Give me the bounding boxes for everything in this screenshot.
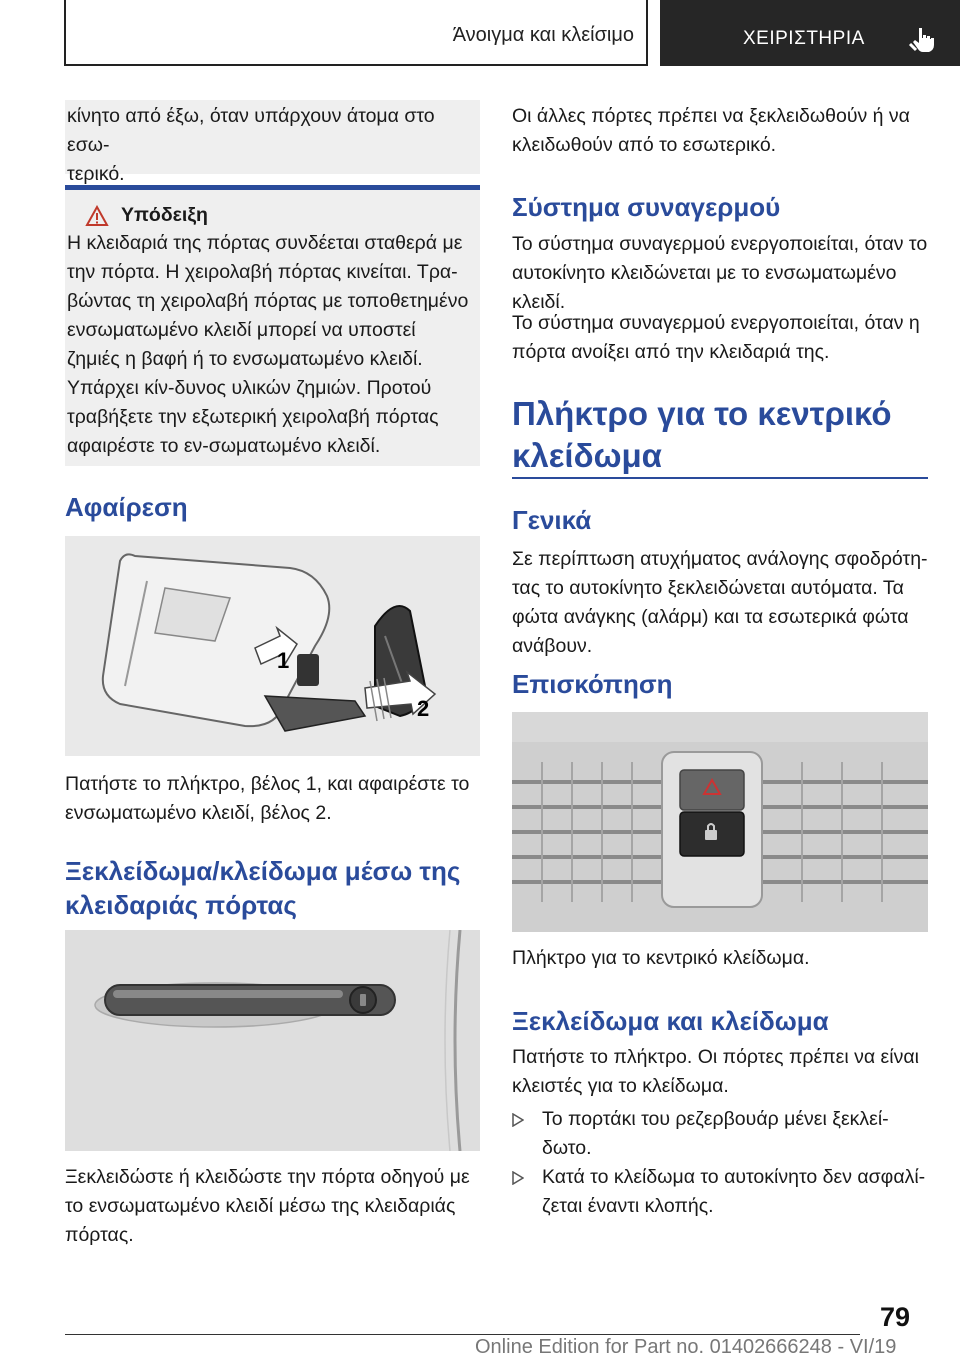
header-frame [64,0,648,66]
warning-text: Η κλειδαριά της πόρτας συνδέεται σταθερά με την πόρτα. Η χειρολαβή πόρτας κινείται. Τρα-βώντας τη χειρολαβή πόρτας με τοποθετημένο ενσωματωμένο κλειδί μπορεί να υποστεί ζημιές η βαφή ή το ενσωματωμένο κλειδί. Υπάρχει κίν-δυνος υλικών ζημιών. Προτού τραβήξετε την εξωτερική χειρολαβή πόρτας αφαιρέστε το εν-σωματωμένο κλειδί. [67,232,469,457]
door-handle-image [65,930,480,1151]
continued-text: κίνητο από έξω, όταν υπάρχουν άτομα στο εσω- τερικό. [67,105,435,185]
overview-caption: Πλήκτρο για το κεντρικό κλείδωμα. [512,947,810,969]
arrow-label-2: 2 [417,696,430,721]
alarm-heading: Σύστημα συναγερμού [512,192,781,222]
central-lock-button-image [512,712,928,932]
list-item [512,1105,928,1163]
lock-unlock-heading: Ξεκλείδωμα και κλείδωμα [512,1006,829,1036]
central-lock-title: Πλήκτρο για το κεντρικό κλείδωμα [512,395,892,474]
chapter-title: ΧΕΙΡΙΣΤΗΡΙΑ [743,28,865,49]
door-lock-caption: Ξεκλειδώστε ή κλειδώστε την πόρτα οδηγού με το ενσωματωμένο κλειδί μέσω της κλειδαριάς πόρτας. [65,1166,470,1246]
bullet-text-2: Κατά το κλείδωμα το αυτοκίνητο δεν ασφαλί-ζεται έναντι κλοπής. [542,1166,926,1217]
warning-triangle-icon [85,205,109,227]
chapter-tab[interactable] [660,0,960,66]
warning-header [85,204,472,227]
removal-heading: Αφαίρεση [65,492,188,522]
list-item [512,1163,928,1221]
continued-text-box [65,100,480,185]
section-title: Άνοιγμα και κλείσιμο [452,24,634,46]
lock-unlock-text: Πατήστε το πλήκτρο. Οι πόρτες πρέπει να είναι κλειστές για το κλείδωμα. [512,1046,919,1097]
bullet-text-1: Το πορτάκι του ρεζερβουάρ μένει ξεκλεί-δωτο. [542,1108,889,1159]
overview-heading: Επισκόπηση [512,669,673,699]
arrow-label-1: 1 [277,648,290,673]
general-heading: Γενικά [512,505,592,535]
alarm-para-1: Το σύστημα συναγερμού ενεργοποιείται, όταν το αυτοκίνητο κλειδώνεται με το ενσωματωμένο κλειδί. [512,233,928,313]
alarm-para-2: Το σύστημα συναγερμού ενεργοποιείται, όταν η πόρτα ανοίξει από την κλειδαριά της. [512,312,920,363]
bullet-triangle-icon [512,1171,524,1185]
general-text: Σε περίπτωση ατυχήματος ανάλογης σφοδρότη-τας το αυτοκίνητο ξεκλειδώνεται αυτόματα. Τα φώτα ανάγκης (αλάρμ) και τα εσωτερικά φώτα ανάβουν. [512,548,928,657]
edition-text: Online Edition for Part no. 01402666248 - VI/19 [475,1336,897,1358]
door-lock-heading: Ξεκλείδωμα/κλείδωμα μέσω της κλειδαριάς πόρτας [65,856,461,920]
right-continued-text: Οι άλλες πόρτες πρέπει να ξεκλειδωθούν ή να κλειδωθούν από το εσωτερικό. [512,105,910,156]
footer-rule [65,1334,860,1335]
warning-title: Υπόδειξη [121,204,208,226]
hand-pointer-icon [908,24,938,54]
removal-caption: Πατήστε το πλήκτρο, βέλος 1, και αφαιρέστε το ενσωματωμένο κλειδί, βέλος 2. [65,773,470,824]
key-illustration [65,536,480,756]
page-number: 79 [880,1302,911,1332]
key-removal-image [65,536,480,756]
warning-box [65,190,480,466]
title-rule [512,477,928,479]
bullet-triangle-icon [512,1113,524,1127]
